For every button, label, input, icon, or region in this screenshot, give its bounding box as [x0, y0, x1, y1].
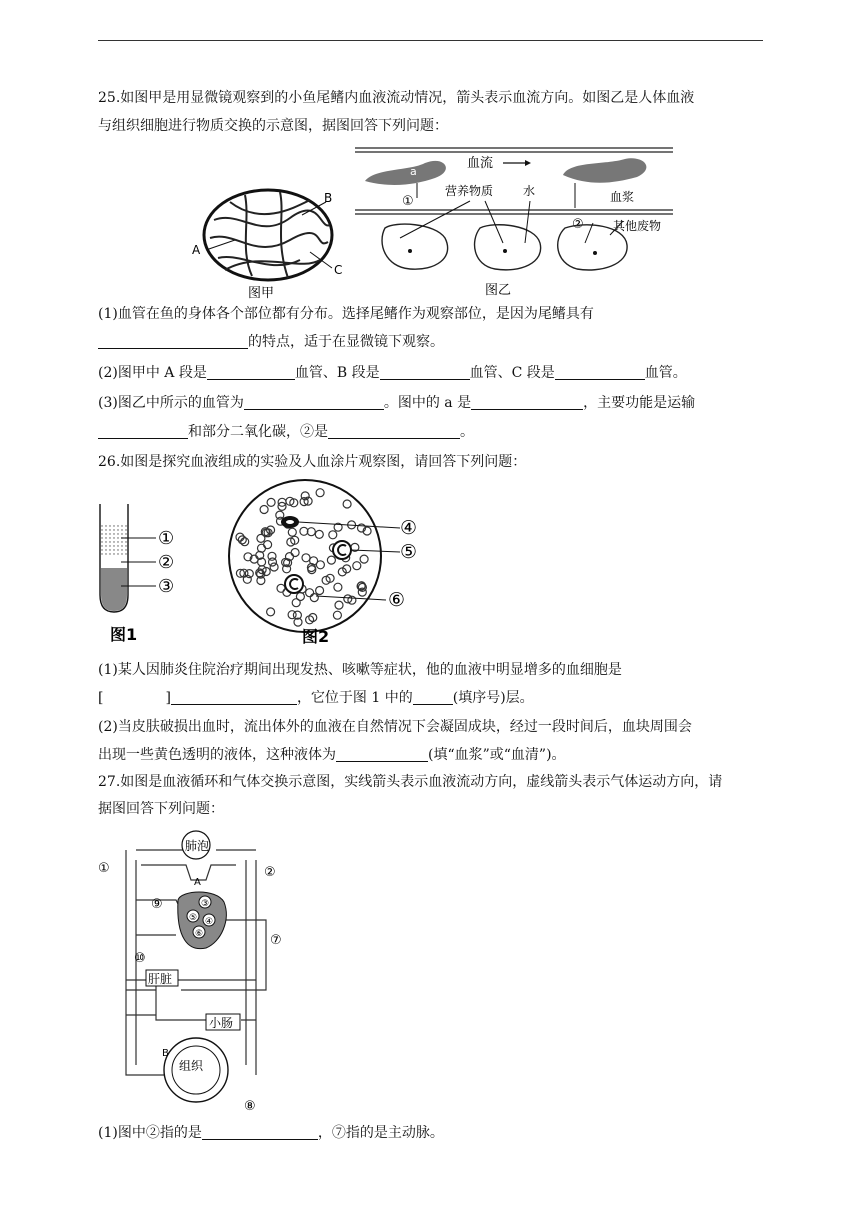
- label-layer-1: ①: [158, 528, 175, 549]
- label-c: C: [334, 263, 343, 277]
- figure-yi: [355, 143, 673, 298]
- answer-blank[interactable]: [202, 1125, 318, 1140]
- header-rule: [98, 40, 763, 41]
- svg-text:③: ③: [201, 899, 210, 909]
- answer-blank[interactable]: [98, 334, 248, 349]
- figure-1-test-tube: [96, 500, 196, 645]
- label-circle-1: ①: [402, 194, 414, 209]
- answer-blank[interactable]: [336, 747, 428, 762]
- q27-stem-line2: 据图回答下列问题：: [98, 801, 224, 817]
- label-a-cell: a: [410, 165, 417, 178]
- label-n7: ⑦: [270, 933, 282, 948]
- label-circle-2: ②: [572, 217, 584, 232]
- q25-s2: (2)图甲中 A 段是 血管、B 段是 血管、C 段是 血管。: [98, 365, 687, 381]
- answer-blank[interactable]: [244, 395, 384, 410]
- answer-blank[interactable]: [207, 365, 295, 380]
- caption-fig1: 图1: [110, 625, 138, 644]
- label-tissue: 组织: [179, 1059, 204, 1073]
- q26-stem: 26.如图是探究血液组成的实验及人血涂片观察图，请回答下列问题：: [98, 454, 527, 470]
- answer-blank[interactable]: [471, 395, 583, 410]
- q26-s2-line1: (2)当皮肤破损出血时，流出体外的血液在自然情况下会凝固成块，经过一段时间后，血块周围会: [98, 719, 692, 735]
- figure-jia: [190, 180, 350, 300]
- answer-blank[interactable]: [171, 690, 297, 705]
- label-nutrients: 营养物质: [445, 184, 494, 198]
- caption-jia: 图甲: [248, 286, 275, 300]
- q25-stem-line2: 与组织细胞进行物质交换的示意图，据图回答下列问题：: [98, 118, 448, 134]
- label-plasma: 血浆: [610, 190, 635, 204]
- q25-s3-line2: 和部分二氧化碳，②是 。: [98, 423, 763, 441]
- label-n9: ⑨: [151, 897, 163, 912]
- caption-yi: 图乙: [485, 283, 512, 298]
- label-liver: 肝脏: [148, 972, 173, 986]
- label-alveoli: 肺泡: [185, 839, 210, 853]
- label-layer-3: ③: [158, 576, 175, 597]
- q25-s1-line1: (1)血管在鱼的身体各个部位都有分布。选择尾鳍作为观察部位，是因为尾鳍具有: [98, 306, 594, 322]
- label-layer-2: ②: [158, 552, 175, 573]
- q25-s1-line2: 的特点，适于在显微镜下观察。: [98, 333, 763, 351]
- label-n1: ①: [98, 861, 110, 876]
- label-intestine: 小肠: [209, 1016, 234, 1030]
- label-B: B: [162, 1048, 169, 1059]
- label-n10: ⑩: [134, 951, 146, 966]
- q26-s1-line2: [ ] ，它位于图 1 中的 (填序号)层。: [98, 690, 534, 706]
- q25-stem-line1: 25.如图甲是用显微镜观察到的小鱼尾鳍内血液流动情况，箭头表示血流方向。如图乙是人体血液: [98, 90, 695, 106]
- label-water: 水: [523, 184, 536, 198]
- figure-2-blood-smear: [220, 478, 430, 646]
- q26-s1-line1: (1)某人因肺炎住院治疗期间出现发热、咳嗽等症状，他的血液中明显增多的血细胞是: [98, 662, 622, 678]
- answer-blank[interactable]: [98, 424, 188, 439]
- label-cell-5: ⑤: [400, 541, 418, 563]
- label-blood-flow: 血流: [467, 156, 494, 171]
- figure-circulation: [96, 820, 296, 1115]
- answer-blank[interactable]: [555, 365, 645, 380]
- svg-text:⑤: ⑤: [189, 913, 198, 923]
- svg-text:④: ④: [205, 917, 214, 927]
- label-waste: 其他废物: [613, 219, 662, 233]
- label-n8: ⑧: [244, 1099, 256, 1114]
- label-cell-4: ④: [400, 517, 418, 539]
- answer-blank[interactable]: [328, 424, 460, 439]
- answer-blank[interactable]: [380, 365, 470, 380]
- q27-stem-line1: 27.如图是血液循环和气体交换示意图，实线箭头表示血液流动方向，虚线箭头表示气体运动方向，请: [98, 774, 723, 790]
- svg-text:⑥: ⑥: [195, 929, 204, 939]
- caption-fig2: 图2: [302, 627, 330, 646]
- label-a: A: [192, 243, 201, 257]
- label-n2: ②: [264, 865, 276, 880]
- label-b: B: [324, 191, 333, 205]
- label-cell-6: ⑥: [388, 589, 406, 611]
- label-A: A: [194, 877, 201, 888]
- answer-blank[interactable]: [413, 690, 453, 705]
- q26-s2-line2: 出现一些黄色透明的液体，这种液体为 (填“血浆”或“血清”)。: [98, 747, 566, 763]
- q25-s3-line1: (3)图乙中所示的血管为 。图中的 a 是 ，主要功能是运输: [98, 395, 696, 411]
- q27-s1: (1)图中②指的是 ，⑦指的是主动脉。: [98, 1125, 444, 1141]
